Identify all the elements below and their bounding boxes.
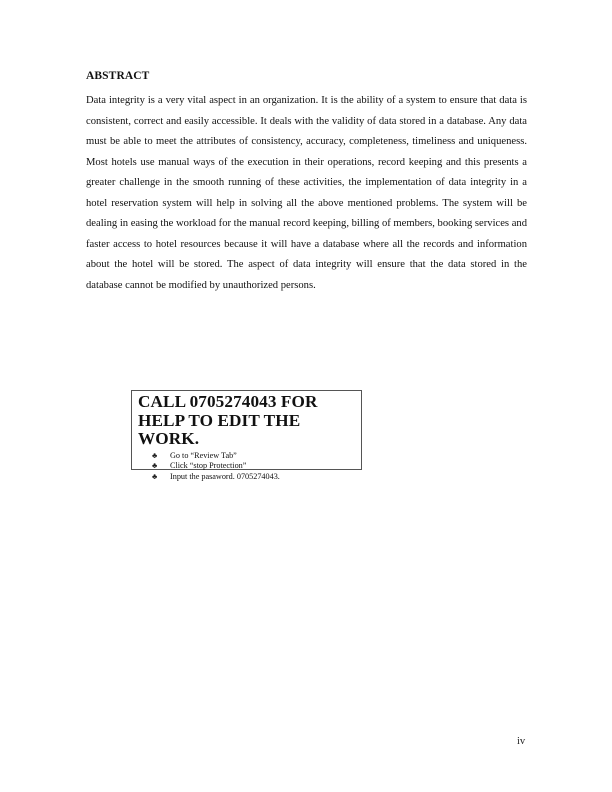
help-notice-box xyxy=(131,390,362,481)
help-step-text: Input the pasaword. 0705274043. xyxy=(170,471,280,481)
club-bullet-icon: ♣ xyxy=(152,471,158,481)
page-number: iv xyxy=(517,736,526,747)
club-bullet-icon: ♣ xyxy=(152,461,158,471)
abstract-body: Data integrity is a very vital aspect in an organization. It is the ability of a system to ensure that data is consistent, correct and easily accessible. It deals with the validity of data stored in a database. Any data must be able to meet the attributes of consistency, accuracy, completeness, timeliness and uniqueness. Most hotels use manual ways of the execution in their operations, record keeping and this presents a greater challenge in the smooth running of these activities, the implementation of data integrity in a hotel reservation system will help in solving all the above mentioned problems. The system will be dealing in easing the workload for the manual record keeping, billing of members, booking services and faster access to hotel resources because it will have a database where all the records and information about the hotel will be stored. The aspect of data integrity will ensure that the data stored in the database cannot be modified by unauthorized persons. xyxy=(86,95,527,291)
help-step-text: Click “stop Protection” xyxy=(170,461,247,471)
abstract-heading: ABSTRACT xyxy=(86,70,150,82)
help-step xyxy=(152,451,361,462)
help-title: CALL 0705274043 FOR HELP TO EDIT THE WORK. xyxy=(138,392,318,448)
club-bullet-icon: ♣ xyxy=(152,450,158,460)
help-step xyxy=(152,461,361,472)
help-step-text: Go to “Review Tab” xyxy=(170,450,237,460)
help-steps-list xyxy=(138,451,361,483)
help-step xyxy=(152,472,361,483)
